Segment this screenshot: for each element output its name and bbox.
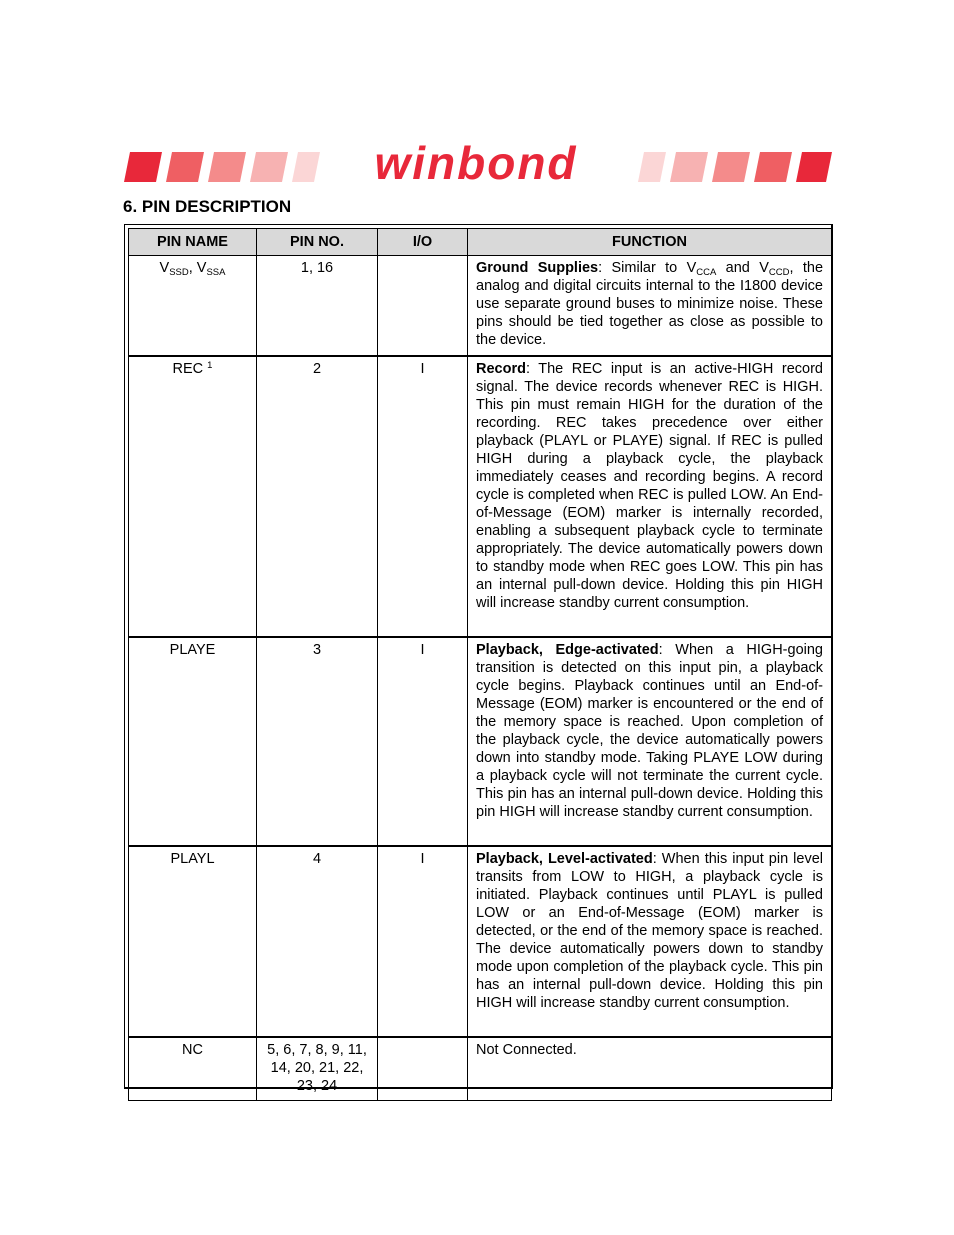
pin-no-cell: 5, 6, 7, 8, 9, 11, 14, 20, 21, 22, 23, 24 <box>257 1037 378 1101</box>
function-cell: Record: The REC input is an active-HIGH record signal. The device records whenever REC is HIGH. This pin must remain HIGH for the duration of the recording. REC takes precedence over either playback (PLAYL or PLAYE) signal. If REC is pulled HIGH during a playback cycle, the playback immediately ceases and recording begins. A record cycle is completed when REC is pulled LOW. An End-of-Message (EOM) marker is internally recorded, enabling a subsequent playback cycle to terminate appropriately. The device automatically powers down to standby mode when REC goes LOW. This pin has an internal pull-down device. Holding this pin HIGH will increase standby current consumption. <box>468 356 832 637</box>
io-cell: I <box>378 356 468 637</box>
pin-name-cell: PLAYE <box>129 637 257 846</box>
logo-stripe <box>796 152 832 182</box>
logo-stripe <box>250 152 288 182</box>
section-title: 6. PIN DESCRIPTION <box>123 197 292 216</box>
logo-stripe <box>124 152 162 182</box>
winbond-logo <box>122 140 832 184</box>
pin-no-cell: 2 <box>257 356 378 637</box>
io-cell: I <box>378 637 468 846</box>
header-pin-name: PIN NAME <box>129 229 257 256</box>
header-io: I/O <box>378 229 468 256</box>
logo-stripe <box>208 152 246 182</box>
io-cell <box>378 1037 468 1101</box>
logo-stripe <box>712 152 750 182</box>
table-row <box>129 846 832 1037</box>
pin-name-cell: NC <box>129 1037 257 1101</box>
io-cell: I <box>378 846 468 1037</box>
table-header-row <box>129 229 832 256</box>
pin-name-cell: $V_{SSD}$, $V_{SSA}$ <box>129 256 257 357</box>
function-cell: Playback, Level-activated: When this input pin level transits from LOW to HIGH, a playback cycle is initiated. Playback continues until PLAYL is pulled LOW or an End-of-Message (EOM) marker is detected, or the end of the memory space is reached. The device automatically powers down to standby mode upon completion of the playback cycle. This pin has an internal pull-down device. Holding this pin HIGH will increase standby current consumption. <box>468 846 832 1037</box>
table-row <box>129 637 832 846</box>
pin-description-table <box>124 224 833 1094</box>
header-pin-no: PIN NO. <box>257 229 378 256</box>
function-cell: Ground Supplies: Similar to $V_{CCA}$ and $V_{CCD}$, the analog and digital circuits internal to the I1800 device use separate ground buses to minimize noise. These pins should be tied together as close as possible to the device. <box>468 256 832 357</box>
logo-wordmark: winbond <box>374 140 578 184</box>
header-function: FUNCTION <box>468 229 832 256</box>
table-row <box>129 1037 832 1101</box>
function-cell: Not Connected. <box>468 1037 832 1101</box>
logo-stripe <box>166 152 204 182</box>
function-cell: Playback, Edge-activated: When a HIGH-going transition is detected on this input pin, a playback cycle begins. Playback continues until an End-of-Message (EOM) marker is encountered or the end of the memory space is reached. Upon completion of the playback cycle, the device automatically powers down into standby mode. Taking PLAYE LOW during a playback cycle will not terminate the current cycle. This pin has an internal pull-down device. Holding this pin HIGH will increase standby current consumption. <box>468 637 832 846</box>
pin-name-cell: REC $^1$ <box>129 356 257 637</box>
pin-name-cell: PLAYL <box>129 846 257 1037</box>
pin-no-cell: 1, 16 <box>257 256 378 357</box>
io-cell <box>378 256 468 357</box>
table-row <box>129 356 832 637</box>
table-row <box>129 256 832 357</box>
pin-no-cell: 3 <box>257 637 378 846</box>
pin-no-cell: 4 <box>257 846 378 1037</box>
logo-stripe <box>670 152 708 182</box>
logo-stripe <box>638 152 666 182</box>
logo-stripe <box>754 152 792 182</box>
logo-stripe <box>292 152 320 182</box>
